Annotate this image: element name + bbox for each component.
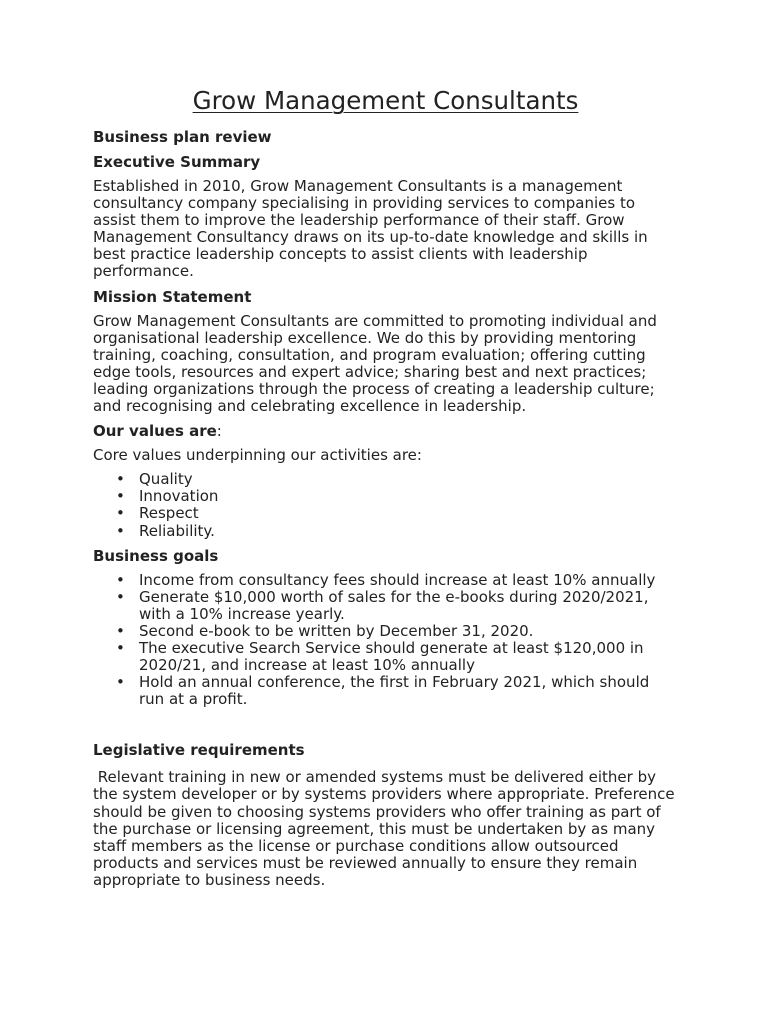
- values-heading-colon: :: [216, 422, 222, 441]
- values-list: [93, 471, 678, 539]
- goal-item-text: Second e-book to be written by December 31, 2020.: [139, 621, 534, 640]
- list-item: [93, 572, 678, 589]
- section-spacer: [93, 715, 678, 741]
- bullet-icon: •: [116, 638, 125, 657]
- values-item-text: Innovation: [139, 487, 219, 506]
- goal-item-text: Hold an annual conference, the first in February 2021, which should run at a profit.: [139, 673, 650, 709]
- list-item: [93, 505, 678, 522]
- bullet-icon: •: [116, 487, 125, 506]
- goal-item-text: Income from consultancy fees should increase at least 10% annually: [139, 570, 656, 589]
- bullet-icon: •: [116, 570, 125, 589]
- business-goals-list: [93, 572, 678, 709]
- bullet-icon: •: [116, 504, 125, 523]
- list-item: [93, 674, 678, 708]
- values-item-text: Reliability.: [139, 521, 215, 540]
- goal-item-text: The executive Search Service should generate at least $120,000 in 2020/21, and increase at least 10% annually: [139, 638, 644, 675]
- document-subtitle: Business plan review: [93, 128, 272, 146]
- bullet-icon: •: [116, 521, 125, 540]
- executive-summary-heading: Executive Summary: [93, 153, 261, 171]
- bullet-icon: •: [116, 673, 125, 692]
- list-item: [93, 488, 678, 505]
- mission-statement-body: Grow Management Consultants are committed to promoting individual and organisational leadership excellence. We do this by providing mentoring training, coaching, consultation, and program evaluation; offering cutting edge tools, resources and expert advice; sharing best and next practices; leading organizations through the process of creating a leadership culture; and recognising and celebrating excellence in leadership.: [93, 311, 657, 416]
- list-item: [93, 589, 678, 623]
- list-item: [93, 623, 678, 640]
- mission-statement-heading: Mission Statement: [93, 287, 252, 306]
- list-item: [93, 640, 678, 674]
- values-heading: Our values are: [93, 422, 217, 441]
- values-heading-row: [93, 422, 678, 440]
- list-item: [93, 523, 678, 540]
- document-title: Grow Management Consultants: [192, 86, 579, 115]
- list-item: [93, 471, 678, 488]
- values-item-text: Respect: [139, 504, 199, 523]
- values-item-text: Quality: [139, 470, 193, 489]
- bullet-icon: •: [116, 621, 125, 640]
- bullet-icon: •: [116, 587, 125, 606]
- business-goals-heading: Business goals: [93, 546, 219, 565]
- values-intro: Core values underpinning our activities are:: [93, 446, 422, 465]
- goal-item-text: Generate $10,000 worth of sales for the e-books during 2020/2021, with a 10% increase yearly.: [139, 587, 649, 623]
- executive-summary-body: Established in 2010, Grow Management Consultants is a management consultancy company specialising in providing services to companies to assist them to improve the leadership performance of their staff. Grow Management Consultancy draws on its up-to-date knowledge and skills in best practice leadership concepts to assist clients with leadership performance.: [93, 177, 648, 281]
- legislative-requirements-heading: Legislative requirements: [93, 741, 305, 760]
- legislative-requirements-body: Relevant training in new or amended systems must be delivered either by the system developer or by systems providers where appropriate. Preference should be given to choosing systems providers who offer training as part of the purchase or licensing agreement, this must be undertaken by as many staff members as the license or purchase conditions allow outsourced products and services must be reviewed annually to ensure they remain appropriate to business needs.: [93, 768, 680, 889]
- bullet-icon: •: [116, 470, 125, 489]
